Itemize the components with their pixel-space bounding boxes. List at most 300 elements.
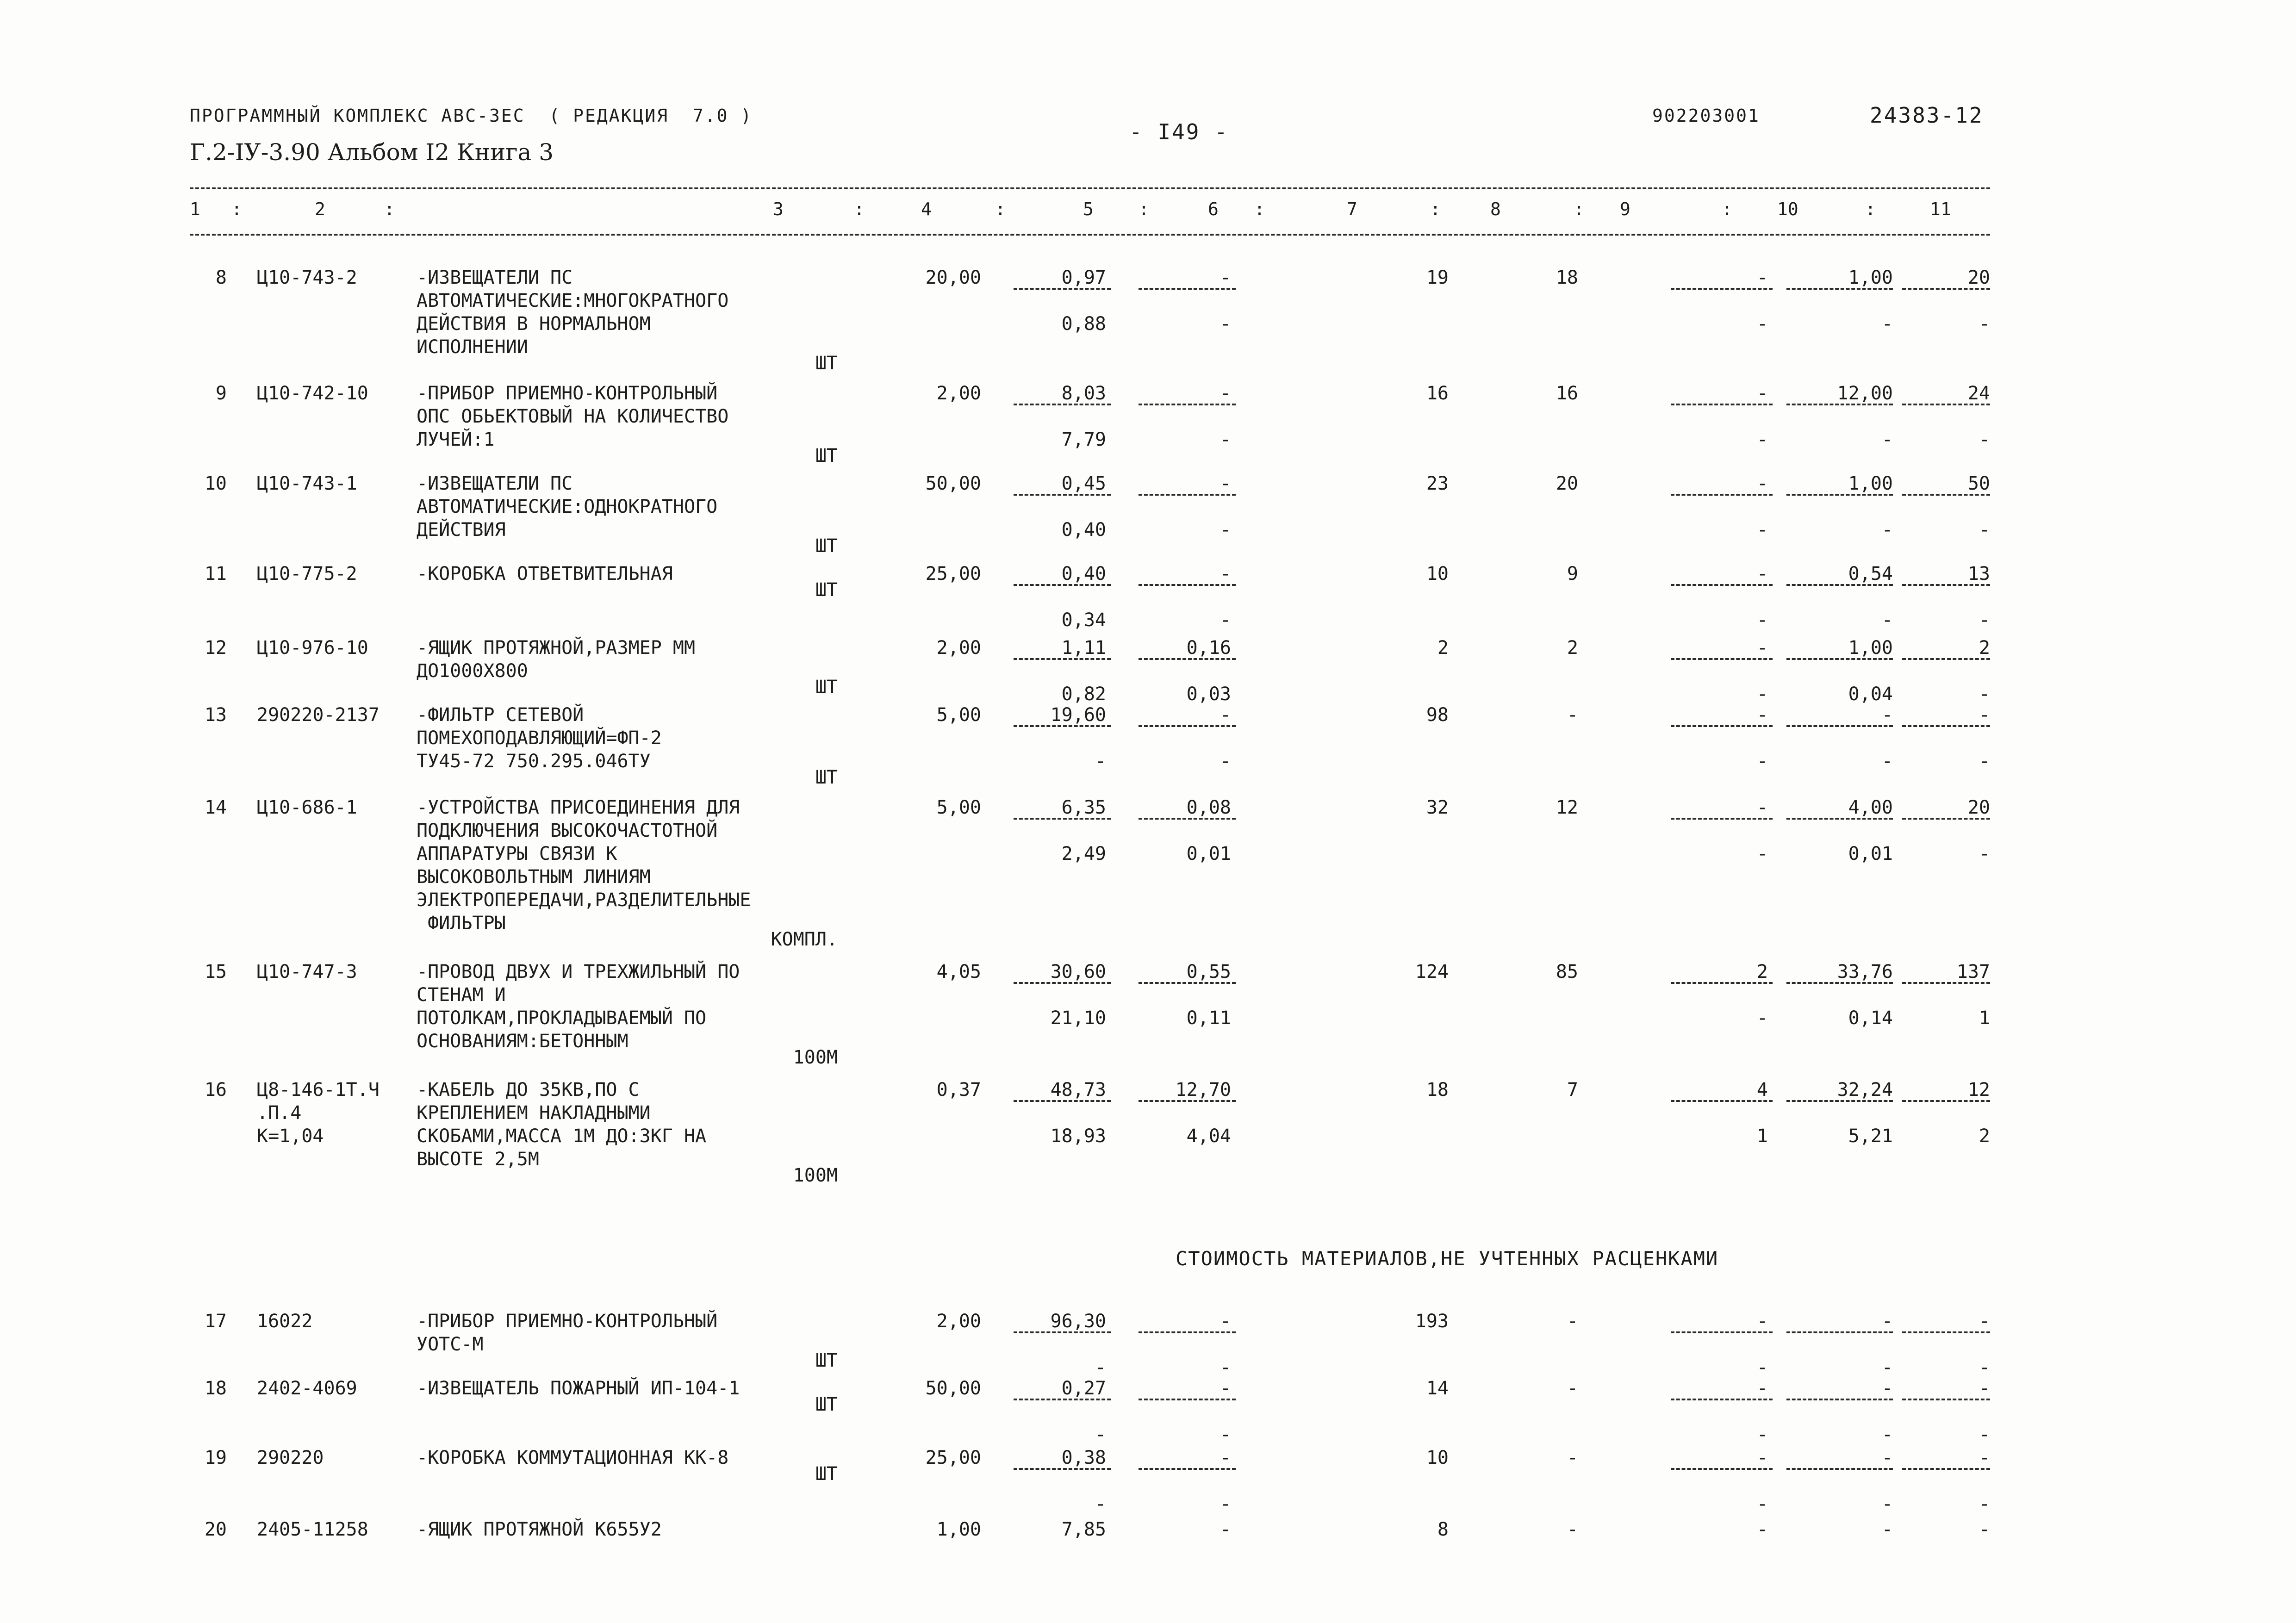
labor-hours: 1,00 bbox=[1848, 473, 1893, 494]
machine-wages: - bbox=[1756, 609, 1768, 631]
machines-cost: 4 bbox=[1756, 1079, 1768, 1101]
item-description: -ПРИБОР ПРИЕМНО-КОНТРОЛЬНЫЙ bbox=[417, 1311, 718, 1332]
item-description: СТЕНАМ И bbox=[417, 984, 506, 1006]
rate-code: 2405-11258 bbox=[257, 1519, 368, 1540]
cell-divider bbox=[1671, 288, 1773, 290]
labor-hours-machines: - bbox=[1881, 1493, 1893, 1515]
header-rule-top bbox=[190, 187, 1990, 189]
unit-cost: 6,35 bbox=[1061, 797, 1106, 818]
quantity: 4,05 bbox=[936, 961, 981, 983]
cell-divider bbox=[1902, 288, 1990, 290]
labor-hours-machines: - bbox=[1881, 519, 1893, 541]
cell-divider bbox=[1786, 1100, 1893, 1102]
unit-wages: - bbox=[1095, 1424, 1106, 1445]
unit-wages: 7,79 bbox=[1061, 429, 1106, 450]
column-number: 9 bbox=[1620, 199, 1630, 219]
table-row bbox=[190, 796, 1990, 981]
cell-divider bbox=[1786, 404, 1893, 405]
machine-wages: - bbox=[1756, 519, 1768, 541]
item-description: -ИЗВЕЩАТЕЛИ ПС bbox=[417, 473, 573, 494]
unit-cost: 96,30 bbox=[1050, 1311, 1106, 1332]
unit-cost: 1,11 bbox=[1061, 637, 1106, 659]
machine-wages: - bbox=[1756, 843, 1768, 864]
cell-divider bbox=[1786, 1331, 1893, 1333]
cell-divider bbox=[1671, 1331, 1773, 1333]
column-number: : bbox=[1254, 199, 1265, 219]
labor-total: 2 bbox=[1979, 637, 1990, 659]
labor-hours-machines: - bbox=[1881, 1357, 1893, 1378]
wages-cost: 7 bbox=[1567, 1079, 1578, 1101]
machines-cost: - bbox=[1756, 1378, 1768, 1399]
cell-divider bbox=[1014, 584, 1111, 586]
table-row bbox=[190, 1446, 1990, 1516]
rate-code: Ц10-742-10 bbox=[257, 383, 368, 404]
cell-divider bbox=[1671, 494, 1773, 496]
row-number: 15 bbox=[204, 961, 227, 983]
item-description: -ЯЩИК ПРОТЯЖНОЙ К655У2 bbox=[417, 1519, 662, 1540]
rate-code: Ц10-743-1 bbox=[257, 473, 357, 494]
quantity: 5,00 bbox=[936, 704, 981, 726]
unit-cost: 0,45 bbox=[1061, 473, 1106, 494]
rate-code: Ц8-146-1Т.Ч bbox=[257, 1079, 380, 1101]
program-title: ПРОГРАММНЫЙ КОМПЛЕКС АВС-3ЕС ( РЕДАКЦИЯ 7.0 ) bbox=[190, 106, 753, 126]
total-cost: 2 bbox=[1437, 637, 1449, 659]
rate-code: Ц10-743-2 bbox=[257, 267, 357, 288]
wages-cost: 20 bbox=[1556, 473, 1578, 494]
column-number: : bbox=[231, 199, 242, 219]
cell-divider bbox=[1014, 1100, 1111, 1102]
labor-hours: 33,76 bbox=[1837, 961, 1893, 983]
rate-code: Ц10-747-3 bbox=[257, 961, 357, 983]
sheet-stamp: 24383-12 bbox=[1870, 103, 1984, 128]
rate-code: 16022 bbox=[257, 1311, 313, 1332]
unit-cost-machines: - bbox=[1220, 473, 1231, 494]
machines-cost: - bbox=[1756, 1519, 1768, 1540]
cell-divider bbox=[1786, 725, 1893, 727]
unit-cost-machines: - bbox=[1220, 383, 1231, 404]
unit-wages-machines: - bbox=[1220, 313, 1231, 335]
machine-wages: - bbox=[1756, 313, 1768, 335]
labor-hours: 1,00 bbox=[1848, 637, 1893, 659]
labor-total-machines: 1 bbox=[1979, 1007, 1990, 1029]
cell-divider bbox=[1786, 288, 1893, 290]
cell-divider bbox=[1671, 404, 1773, 405]
machines-cost: - bbox=[1756, 563, 1768, 585]
machines-cost: - bbox=[1756, 1311, 1768, 1332]
labor-hours: - bbox=[1881, 704, 1893, 726]
album-reference: Г.2-ІУ-3.90 Альбом I2 Книга 3 bbox=[190, 139, 554, 166]
item-description: ТУ45-72 750.295.046ТУ bbox=[417, 751, 651, 772]
row-number: 11 bbox=[204, 563, 227, 585]
cell-divider bbox=[1902, 1468, 1990, 1470]
column-number: 4 bbox=[921, 199, 932, 219]
machine-wages: - bbox=[1756, 1424, 1768, 1445]
labor-hours-machines: - bbox=[1881, 751, 1893, 772]
cell-divider bbox=[1786, 982, 1893, 984]
page-number: - I49 - bbox=[1129, 119, 1229, 144]
cell-divider bbox=[1902, 1100, 1990, 1102]
machine-wages: - bbox=[1756, 1493, 1768, 1515]
cell-divider bbox=[1786, 584, 1893, 586]
total-cost: 18 bbox=[1426, 1079, 1449, 1101]
cell-divider bbox=[1671, 818, 1773, 820]
wages-cost: - bbox=[1567, 1447, 1578, 1468]
total-cost: 124 bbox=[1415, 961, 1449, 983]
row-number: 13 bbox=[204, 704, 227, 726]
labor-total-machines: - bbox=[1979, 843, 1990, 864]
machines-cost: - bbox=[1756, 704, 1768, 726]
machine-wages: - bbox=[1756, 429, 1768, 450]
machine-wages: - bbox=[1756, 751, 1768, 772]
cell-divider bbox=[1786, 1468, 1893, 1470]
total-cost: 10 bbox=[1426, 1447, 1449, 1468]
machines-cost: - bbox=[1756, 637, 1768, 659]
unit-wages-machines: 0,01 bbox=[1186, 843, 1231, 864]
labor-total: - bbox=[1979, 704, 1990, 726]
quantity: 1,00 bbox=[936, 1519, 981, 1540]
column-number: 11 bbox=[1930, 199, 1951, 219]
labor-hours-machines: 5,21 bbox=[1848, 1126, 1893, 1147]
item-description: ВЫСОКОВОЛЬТНЫМ ЛИНИЯМ bbox=[417, 866, 651, 888]
labor-hours-machines: - bbox=[1881, 609, 1893, 631]
unit-cost-machines: - bbox=[1220, 563, 1231, 585]
item-description: -ИЗВЕЩАТЕЛИ ПС bbox=[417, 267, 573, 288]
header-rule-bottom bbox=[190, 234, 1990, 236]
column-number: 8 bbox=[1490, 199, 1501, 219]
row-number: 9 bbox=[215, 383, 227, 404]
cell-divider bbox=[1786, 658, 1893, 660]
cell-divider bbox=[1902, 404, 1990, 405]
item-description: АВТОМАТИЧЕСКИЕ:ОДНОКРАТНОГО bbox=[417, 496, 718, 517]
item-description: КРЕПЛЕНИЕМ НАКЛАДНЫМИ bbox=[417, 1102, 651, 1124]
cell-divider bbox=[1139, 1468, 1236, 1470]
unit-wages: 0,40 bbox=[1061, 519, 1106, 541]
quantity: 2,00 bbox=[936, 383, 981, 404]
cell-divider bbox=[1902, 658, 1990, 660]
unit-wages: - bbox=[1095, 751, 1106, 772]
cell-divider bbox=[1671, 982, 1773, 984]
labor-total-machines: - bbox=[1979, 1424, 1990, 1445]
labor-hours-machines: - bbox=[1881, 429, 1893, 450]
unit-of-measure: ШТ bbox=[815, 353, 838, 374]
cell-divider bbox=[1786, 818, 1893, 820]
item-description: ПОМЕХОПОДАВЛЯЮЩИЙ=ФП-2 bbox=[417, 728, 662, 749]
labor-hours: 4,00 bbox=[1848, 797, 1893, 818]
row-number: 20 bbox=[204, 1519, 227, 1540]
item-description: ОПС ОБЬЕКТОВЫЙ НА КОЛИЧЕСТВО bbox=[417, 406, 729, 427]
labor-total: - bbox=[1979, 1519, 1990, 1540]
item-description: ДЕЙСТВИЯ bbox=[417, 519, 506, 541]
column-number: : bbox=[854, 199, 865, 219]
unit-wages-machines: - bbox=[1220, 751, 1231, 772]
unit-of-measure: ШТ bbox=[815, 535, 838, 557]
item-description: -ПРИБОР ПРИЕМНО-КОНТРОЛЬНЫЙ bbox=[417, 383, 718, 404]
item-description: ИСПОЛНЕНИИ bbox=[417, 336, 528, 358]
labor-hours: - bbox=[1881, 1447, 1893, 1468]
column-number: : bbox=[1722, 199, 1732, 219]
unit-of-measure: ШТ bbox=[815, 1350, 838, 1371]
total-cost: 32 bbox=[1426, 797, 1449, 818]
table-row bbox=[190, 1377, 1990, 1446]
quantity: 0,37 bbox=[936, 1079, 981, 1101]
cell-divider bbox=[1139, 288, 1236, 290]
labor-hours: 1,00 bbox=[1848, 267, 1893, 288]
unit-cost-machines: 0,16 bbox=[1186, 637, 1231, 659]
machines-cost: - bbox=[1756, 797, 1768, 818]
total-cost: 23 bbox=[1426, 473, 1449, 494]
column-number: : bbox=[1574, 199, 1584, 219]
labor-hours: - bbox=[1881, 1311, 1893, 1332]
unit-cost-machines: 12,70 bbox=[1175, 1079, 1231, 1101]
unit-wages-machines: - bbox=[1220, 519, 1231, 541]
rate-code: Ц10-775-2 bbox=[257, 563, 357, 585]
item-description: СКОБАМИ,МАССА 1М ДО:3КГ НА bbox=[417, 1126, 707, 1147]
cell-divider bbox=[1014, 494, 1111, 496]
quantity: 50,00 bbox=[925, 1378, 981, 1399]
cell-divider bbox=[1671, 658, 1773, 660]
cell-divider bbox=[1902, 584, 1990, 586]
labor-total-machines: - bbox=[1979, 684, 1990, 705]
labor-total-machines: - bbox=[1979, 1357, 1990, 1378]
item-description: -КОРОБКА ОТВЕТВИТЕЛЬНАЯ bbox=[417, 563, 673, 585]
cell-divider bbox=[1014, 658, 1111, 660]
labor-total-machines: - bbox=[1979, 751, 1990, 772]
quantity: 5,00 bbox=[936, 797, 981, 818]
cell-divider bbox=[1014, 1399, 1111, 1400]
unit-cost: 19,60 bbox=[1050, 704, 1106, 726]
cell-divider bbox=[1014, 1468, 1111, 1470]
wages-cost: - bbox=[1567, 1311, 1578, 1332]
unit-cost: 0,38 bbox=[1061, 1447, 1106, 1468]
machines-cost: 2 bbox=[1756, 961, 1768, 983]
rate-code-note: .П.4 bbox=[257, 1102, 302, 1124]
total-cost: 10 bbox=[1426, 563, 1449, 585]
wages-cost: - bbox=[1567, 704, 1578, 726]
item-description: -КОРОБКА КОММУТАЦИОННАЯ КК-8 bbox=[417, 1447, 729, 1468]
cell-divider bbox=[1014, 404, 1111, 405]
column-number: 3 bbox=[773, 199, 784, 219]
labor-total-machines: 2 bbox=[1979, 1126, 1990, 1147]
table-row bbox=[190, 1078, 1990, 1217]
cell-divider bbox=[1139, 404, 1236, 405]
unit-cost-machines: - bbox=[1220, 1447, 1231, 1468]
unit-of-measure: ШТ bbox=[815, 579, 838, 601]
cell-divider bbox=[1786, 1399, 1893, 1400]
unit-wages-machines: - bbox=[1220, 1357, 1231, 1378]
machines-cost: - bbox=[1756, 267, 1768, 288]
wages-cost: 16 bbox=[1556, 383, 1578, 404]
item-description: ОСНОВАНИЯМ:БЕТОННЫМ bbox=[417, 1031, 628, 1052]
labor-hours: - bbox=[1881, 1519, 1893, 1540]
cell-divider bbox=[1139, 1331, 1236, 1333]
total-cost: 16 bbox=[1426, 383, 1449, 404]
column-numbers bbox=[190, 199, 1990, 222]
wages-cost: 18 bbox=[1556, 267, 1578, 288]
column-number: 7 bbox=[1347, 199, 1357, 219]
wages-cost: 85 bbox=[1556, 961, 1578, 983]
item-description: ЭЛЕКТРОПЕРЕДАЧИ,РАЗДЕЛИТЕЛЬНЫЕ bbox=[417, 889, 751, 911]
unit-wages: 0,34 bbox=[1061, 609, 1106, 631]
unit-cost: 7,85 bbox=[1061, 1519, 1106, 1540]
labor-total: - bbox=[1979, 1378, 1990, 1399]
labor-total-machines: - bbox=[1979, 519, 1990, 541]
unit-wages-machines: 4,04 bbox=[1186, 1126, 1231, 1147]
quantity: 2,00 bbox=[936, 637, 981, 659]
column-number: 6 bbox=[1208, 199, 1219, 219]
item-description: ВЫСОТЕ 2,5М bbox=[417, 1149, 539, 1170]
column-number: : bbox=[1865, 199, 1876, 219]
total-cost: 98 bbox=[1426, 704, 1449, 726]
rate-code: 2402-4069 bbox=[257, 1378, 357, 1399]
labor-hours: 32,24 bbox=[1837, 1079, 1893, 1101]
quantity: 25,00 bbox=[925, 563, 981, 585]
cell-divider bbox=[1671, 725, 1773, 727]
unit-wages: - bbox=[1095, 1357, 1106, 1378]
cell-divider bbox=[1014, 818, 1111, 820]
labor-hours-machines: - bbox=[1881, 1424, 1893, 1445]
labor-total-machines: - bbox=[1979, 313, 1990, 335]
wages-cost: 2 bbox=[1567, 637, 1578, 659]
cell-divider bbox=[1671, 1468, 1773, 1470]
cell-divider bbox=[1014, 725, 1111, 727]
item-description: АППАРАТУРЫ СВЯЗИ К bbox=[417, 843, 617, 864]
unit-wages-machines: 0,03 bbox=[1186, 684, 1231, 705]
cell-divider bbox=[1139, 818, 1236, 820]
unit-wages: 0,82 bbox=[1061, 684, 1106, 705]
cell-divider bbox=[1671, 584, 1773, 586]
machine-wages: - bbox=[1756, 1007, 1768, 1029]
unit-of-measure: ШТ bbox=[815, 1463, 838, 1485]
item-description: ФИЛЬТРЫ bbox=[417, 913, 506, 934]
row-number: 17 bbox=[204, 1311, 227, 1332]
machine-wages: - bbox=[1756, 1357, 1768, 1378]
rate-code: 290220-2137 bbox=[257, 704, 380, 726]
unit-of-measure: ШТ bbox=[815, 677, 838, 698]
unit-cost-machines: - bbox=[1220, 1519, 1231, 1540]
machines-cost: - bbox=[1756, 473, 1768, 494]
cell-divider bbox=[1014, 288, 1111, 290]
unit-of-measure: ШТ bbox=[815, 445, 838, 466]
cell-divider bbox=[1902, 818, 1990, 820]
item-description: -ИЗВЕЩАТЕЛЬ ПОЖАРНЫЙ ИП-104-1 bbox=[417, 1378, 740, 1399]
unit-cost-machines: - bbox=[1220, 267, 1231, 288]
cell-divider bbox=[1786, 494, 1893, 496]
labor-hours-machines: 0,01 bbox=[1848, 843, 1893, 864]
unit-wages: - bbox=[1095, 1493, 1106, 1515]
column-number: 2 bbox=[315, 199, 325, 219]
unit-of-measure: 100М bbox=[793, 1047, 838, 1068]
labor-hours: 0,54 bbox=[1848, 563, 1893, 585]
column-number: 5 bbox=[1083, 199, 1094, 219]
total-cost: 14 bbox=[1426, 1378, 1449, 1399]
unit-wages: 18,93 bbox=[1050, 1126, 1106, 1147]
unit-cost: 0,40 bbox=[1061, 563, 1106, 585]
cell-divider bbox=[1139, 1100, 1236, 1102]
labor-hours-machines: - bbox=[1881, 313, 1893, 335]
table-row bbox=[190, 562, 1990, 632]
item-description: -УСТРОЙСТВА ПРИСОЕДИНЕНИЯ ДЛЯ bbox=[417, 797, 740, 818]
labor-total-machines: - bbox=[1979, 429, 1990, 450]
rate-code: 290220 bbox=[257, 1447, 324, 1468]
unit-wages-machines: - bbox=[1220, 1424, 1231, 1445]
wages-cost: - bbox=[1567, 1378, 1578, 1399]
cell-divider bbox=[1014, 1331, 1111, 1333]
unit-cost: 0,97 bbox=[1061, 267, 1106, 288]
unit-wages-machines: - bbox=[1220, 1493, 1231, 1515]
wages-cost: 12 bbox=[1556, 797, 1578, 818]
cell-divider bbox=[1139, 725, 1236, 727]
unit-cost-machines: 0,55 bbox=[1186, 961, 1231, 983]
materials-section-title: СТОИМОСТЬ МАТЕРИАЛОВ,НЕ УЧТЕННЫХ РАСЦЕНКАМИ bbox=[1176, 1247, 1719, 1270]
total-cost: 8 bbox=[1437, 1519, 1449, 1540]
labor-total-machines: - bbox=[1979, 609, 1990, 631]
unit-wages-machines: - bbox=[1220, 429, 1231, 450]
quantity: 50,00 bbox=[925, 473, 981, 494]
item-description: -ФИЛЬТР СЕТЕВОЙ bbox=[417, 704, 584, 726]
document-code: 902203001 bbox=[1652, 106, 1760, 126]
labor-hours-machines: 0,14 bbox=[1848, 1007, 1893, 1029]
column-number: : bbox=[1430, 199, 1441, 219]
labor-total: 12 bbox=[1967, 1079, 1990, 1101]
labor-total: 137 bbox=[1956, 961, 1990, 983]
labor-total: 13 bbox=[1967, 563, 1990, 585]
cell-divider bbox=[1014, 982, 1111, 984]
item-description: УОТС-М bbox=[417, 1334, 484, 1355]
row-number: 14 bbox=[204, 797, 227, 818]
rate-code: Ц10-976-10 bbox=[257, 637, 368, 659]
row-number: 18 bbox=[204, 1378, 227, 1399]
column-number: 1 bbox=[190, 199, 200, 219]
machines-cost: - bbox=[1756, 383, 1768, 404]
unit-wages-machines: 0,11 bbox=[1186, 1007, 1231, 1029]
labor-total: 24 bbox=[1967, 383, 1990, 404]
item-description: АВТОМАТИЧЕСКИЕ:МНОГОКРАТНОГО bbox=[417, 290, 729, 311]
column-number: : bbox=[384, 199, 395, 219]
unit-cost-machines: 0,08 bbox=[1186, 797, 1231, 818]
item-description: -ПРОВОД ДВУХ И ТРЕХЖИЛЬНЫЙ ПО bbox=[417, 961, 740, 983]
unit-cost: 48,73 bbox=[1050, 1079, 1106, 1101]
quantity: 25,00 bbox=[925, 1447, 981, 1468]
unit-wages: 21,10 bbox=[1050, 1007, 1106, 1029]
row-number: 19 bbox=[204, 1447, 227, 1468]
machine-wages: - bbox=[1756, 684, 1768, 705]
quantity: 2,00 bbox=[936, 1311, 981, 1332]
unit-cost: 0,27 bbox=[1061, 1378, 1106, 1399]
labor-total: - bbox=[1979, 1311, 1990, 1332]
cell-divider bbox=[1902, 494, 1990, 496]
unit-of-measure: 100М bbox=[793, 1165, 838, 1186]
labor-total: 20 bbox=[1967, 267, 1990, 288]
cell-divider bbox=[1671, 1100, 1773, 1102]
quantity: 20,00 bbox=[925, 267, 981, 288]
column-number: 10 bbox=[1777, 199, 1798, 219]
cell-divider bbox=[1902, 1331, 1990, 1333]
unit-of-measure: КОМПЛ. bbox=[771, 929, 838, 950]
column-number: : bbox=[995, 199, 1006, 219]
wages-cost: 9 bbox=[1567, 563, 1578, 585]
labor-hours: - bbox=[1881, 1378, 1893, 1399]
row-number: 8 bbox=[215, 267, 227, 288]
wages-cost: - bbox=[1567, 1519, 1578, 1540]
cell-divider bbox=[1139, 982, 1236, 984]
unit-of-measure: ШТ bbox=[815, 767, 838, 788]
labor-hours: 12,00 bbox=[1837, 383, 1893, 404]
cell-divider bbox=[1139, 658, 1236, 660]
cell-divider bbox=[1902, 982, 1990, 984]
item-description: ДЕЙСТВИЯ В НОРМАЛЬНОМ bbox=[417, 313, 651, 335]
item-description: -КАБЕЛЬ ДО 35КВ,ПО С bbox=[417, 1079, 640, 1101]
column-number: : bbox=[1139, 199, 1149, 219]
